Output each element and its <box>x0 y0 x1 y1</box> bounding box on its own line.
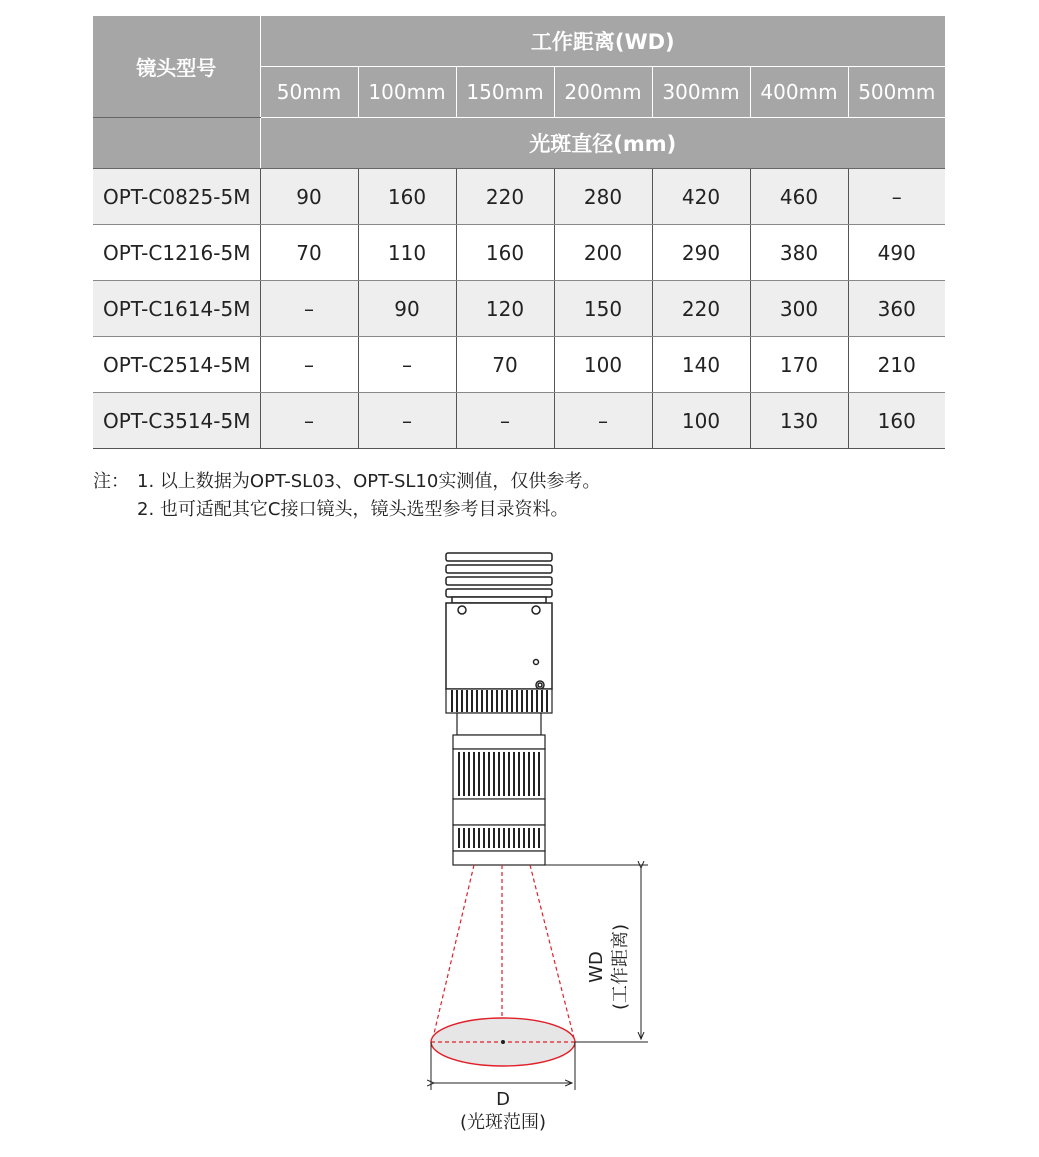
value-cell: 90 <box>358 281 456 337</box>
note-line-2: 2. 也可适配其它C接口镜头，镜头选型参考目录资料。 <box>137 499 569 520</box>
model-cell: OPT-C0825-5M <box>93 169 260 225</box>
distance-header: 200mm <box>554 67 652 118</box>
knurled-ring-icon <box>446 689 552 713</box>
value-cell: 120 <box>456 281 554 337</box>
value-cell: 300 <box>750 281 848 337</box>
value-cell: – <box>260 393 358 449</box>
wd-label: WD (工作距离) <box>586 923 631 1011</box>
value-cell: – <box>554 393 652 449</box>
value-cell: – <box>260 281 358 337</box>
value-cell: 130 <box>750 393 848 449</box>
distance-header: 150mm <box>456 67 554 118</box>
spot-diameter-header: 光斑直径(mm) <box>260 118 945 169</box>
value-cell: 290 <box>652 225 750 281</box>
value-cell: 490 <box>848 225 945 281</box>
value-cell: – <box>358 393 456 449</box>
value-cell: 70 <box>456 337 554 393</box>
distance-header: 500mm <box>848 67 945 118</box>
value-cell: 70 <box>260 225 358 281</box>
working-distance-header: 工作距离(WD) <box>260 16 945 67</box>
model-cell: OPT-C1216-5M <box>93 225 260 281</box>
note-line-1: 注： 1. 以上数据为OPT-SL03、OPT-SL10实测值，仅供参考。 <box>93 468 600 496</box>
value-cell: 380 <box>750 225 848 281</box>
value-cell: 100 <box>652 393 750 449</box>
note-label: 注： <box>93 471 129 492</box>
value-cell: 360 <box>848 281 945 337</box>
value-cell: 210 <box>848 337 945 393</box>
value-cell: 140 <box>652 337 750 393</box>
model-cell: OPT-C1614-5M <box>93 281 260 337</box>
value-cell: 460 <box>750 169 848 225</box>
value-cell: 110 <box>358 225 456 281</box>
light-cone <box>432 865 575 1042</box>
value-cell: 160 <box>456 225 554 281</box>
distance-header: 100mm <box>358 67 456 118</box>
lens-icon <box>453 713 545 865</box>
light-head-icon <box>446 553 552 689</box>
model-cell: OPT-C2514-5M <box>93 337 260 393</box>
value-cell: – <box>456 393 554 449</box>
value-cell: 90 <box>260 169 358 225</box>
value-cell: 420 <box>652 169 750 225</box>
model-header: 镜头型号 <box>93 16 260 118</box>
value-cell: 100 <box>554 337 652 393</box>
value-cell: 150 <box>554 281 652 337</box>
distance-header: 400mm <box>750 67 848 118</box>
model-cell: OPT-C3514-5M <box>93 393 260 449</box>
value-cell: – <box>358 337 456 393</box>
d-label: D (光斑范围) <box>459 1089 547 1133</box>
distance-header: 50mm <box>260 67 358 118</box>
value-cell: 280 <box>554 169 652 225</box>
value-cell: 170 <box>750 337 848 393</box>
value-cell: 160 <box>848 393 945 449</box>
value-cell: – <box>848 169 945 225</box>
value-cell: 160 <box>358 169 456 225</box>
value-cell: – <box>260 337 358 393</box>
value-cell: 220 <box>456 169 554 225</box>
distance-header: 300mm <box>652 67 750 118</box>
value-cell: 220 <box>652 281 750 337</box>
value-cell: 200 <box>554 225 652 281</box>
